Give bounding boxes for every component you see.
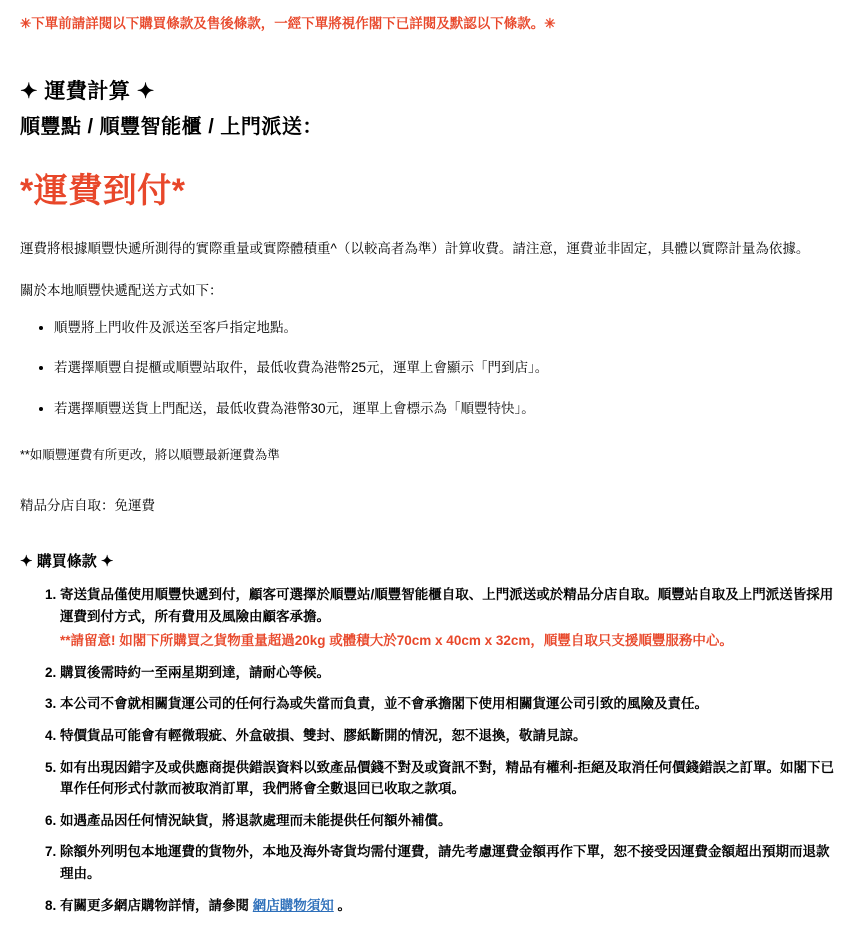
shipping-section-title: ✦ 運費計算 ✦ [20, 80, 155, 104]
shipping-methods-lead: 關於本地順豐快遞配送方式如下： [20, 283, 223, 299]
terms-section-title: ✦ 購買條款 ✦ [20, 553, 114, 571]
top-notice: ✳下單前請詳閱以下購買條款及售後條款，一經下單將視作閣下已詳閱及默認以下條款。✳ [20, 16, 556, 31]
terms-item-1-bold-2: 精品分店 [563, 587, 618, 603]
terms-item-7: 7. 除額外列明包本地運費的貨物外，本地及海外寄貨均需付運費，請先考慮運費金額再作下單，恕不接受因運費金額超出預期而退款理由。 [60, 841, 841, 884]
terms-item-1-text-3: 自取。順豐站自取及上門派送皆採用運費到付方式，所有費用及風險由顧客承擔。 [60, 587, 834, 624]
terms-item-8 [60, 895, 841, 917]
terms-item-3: 3. 本公司不會就相關貨運公司的任何行為或失當而負責，並不會承擔閣下使用相關貨運公司引致的風險及責任。 [60, 693, 841, 715]
shipping-update-note: **如順豐運費有所更改，將以順豐最新運費為準 [20, 448, 280, 463]
list-item: • 若選擇順豐送貨上門配送，最低收費為港幣30元，運單上會標示為「順豐特快」。 [54, 398, 841, 420]
spacer [20, 34, 841, 78]
shipping-methods-lead-block [20, 279, 841, 303]
terms-item-5: 5. 如有出現因錯字及或供應商提供錯誤資料以致產品價錢不對及或資訊不對，精品有權利-拒絕及取消任何價錢錯誤之訂單。如閣下已單作任何形式付款而被取消訂單，我們將會全數退回已收取之款項。 [60, 757, 841, 800]
list-item: • 若選擇順豐自提櫃或順豐站取件，最低收費為港幣25元，運單上會顯示「門到店」。 [54, 357, 841, 379]
terms-item-8-text-2: 。 [333, 897, 352, 913]
terms-item-8-text-1: 有關更多網店購物詳情，請參閱 [60, 897, 253, 913]
terms-item-1-bold-1: 順豐站/順豐智能櫃自取、上門派送 [330, 587, 537, 603]
online-shop-guide-link[interactable]: 網店購物須知 [252, 897, 334, 913]
terms-item-1-text-2: 或於 [536, 587, 564, 603]
terms-item-1 [60, 584, 841, 652]
terms-item-1-warning: **請留意! 如閣下所購買之貨物重量超過20kg 或體積大於70cm x 40cm x 32cm，順豐自取只支援順豐服務中心。 [60, 633, 733, 649]
shipping-fee-highlight: *運費到付* [20, 171, 186, 210]
list-item: • 順豐將上門收件及派送至客戶指定地點。 [54, 317, 841, 339]
shipping-intro-block [20, 237, 841, 261]
terms-list [20, 584, 841, 916]
store-pickup-note: 精品分店自取：免運費 [20, 498, 155, 514]
terms-item-1-text-1: 寄送貨品僅使用順豐快遞到付，顧客可選擇於 [60, 587, 330, 603]
shipping-subtitle: 順豐點 / 順豐智能櫃 / 上門派送： [20, 115, 323, 138]
terms-item-4: 4. 特價貨品可能會有輕微瑕疵、外盒破損、雙封、膠紙斷開的情況，恕不退換，敬請見諒。 [60, 725, 841, 747]
terms-item-2: 2. 購買後需時約一至兩星期到達，請耐心等候。 [60, 662, 841, 684]
shipping-intro-text: 運費將根據順豐快遞所測得的實際重量或實際體積重^（以較高者為準）計算收費。請注意，運費並非固定，具體以實際計量為依據。 [20, 241, 810, 257]
shipping-method-list [20, 317, 841, 420]
terms-item-6: 6. 如遇產品因任何情況缺貨，將退款處理而未能提供任何額外補償。 [60, 810, 841, 832]
